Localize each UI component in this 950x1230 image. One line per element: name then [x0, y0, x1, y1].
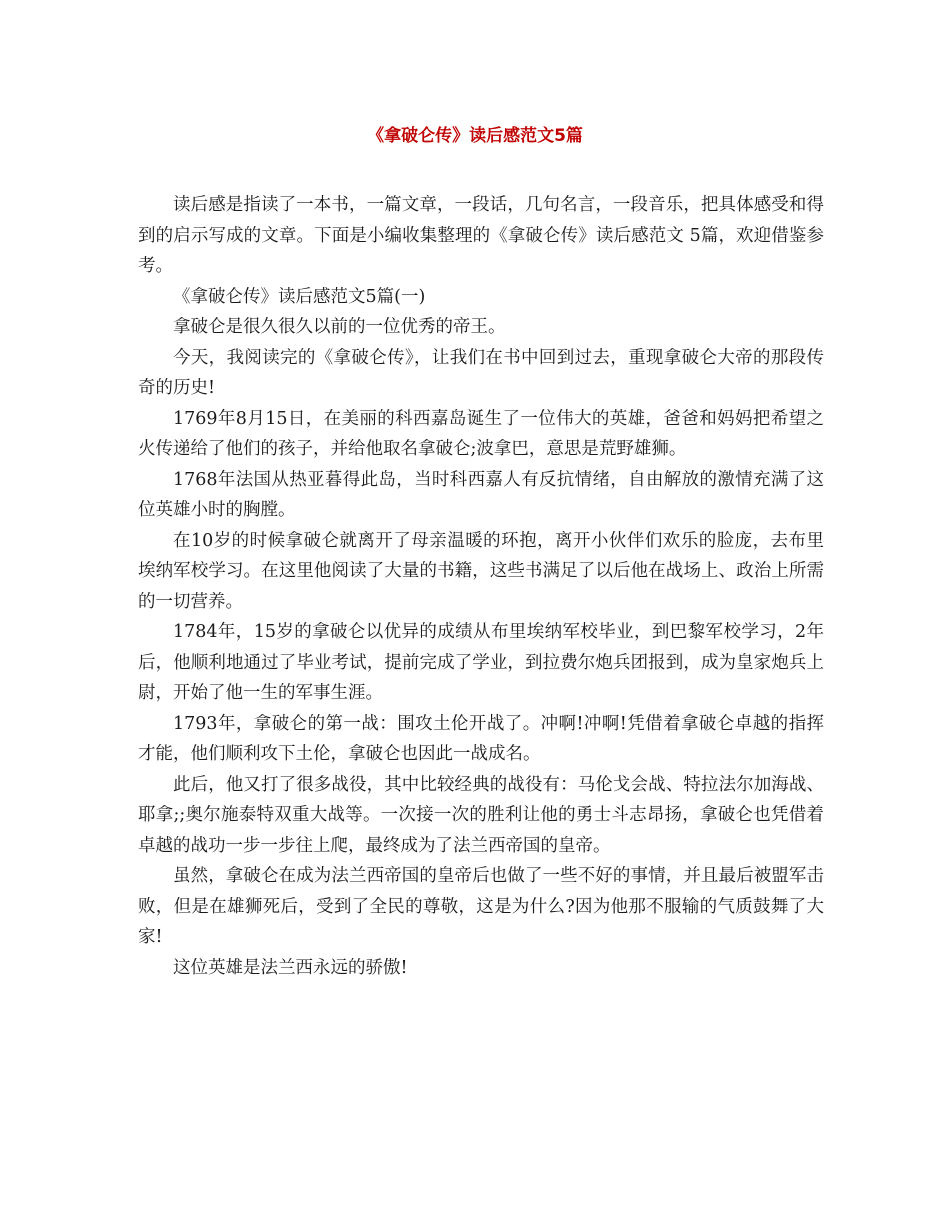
- paragraph: 今天，我阅读完的《拿破仑传》，让我们在书中回到过去，重现拿破仑大帝的那段传奇的历史!: [138, 347, 824, 398]
- paragraph: 此后，他又打了很多战役，其中比较经典的战役有：马伦戈会战、特拉法尔加海战、耶拿;;奥尔施泰特双重大战等。一次接一次的胜利让他的勇士斗志昂扬，拿破仑也凭借着卓越的战功一步一步往上爬，最终成为了法兰西帝国的皇帝。: [138, 774, 824, 856]
- paragraph: 这位英雄是法兰西永远的骄傲!: [173, 957, 408, 978]
- paragraph: 拿破仑是很久很久以前的一位优秀的帝王。: [173, 317, 506, 337]
- document-title: 《拿破仑传》读后感范文5篇: [367, 126, 583, 146]
- paragraph: 1768年法国从热亚暮得此岛，当时科西嘉人有反抗情绪，自由解放的激情充满了这位英雄小时的胸膛。: [138, 469, 824, 520]
- section-heading: 《拿破仑传》读后感范文5篇(一): [173, 286, 426, 307]
- paragraph: 1784年，15岁的拿破仑以优异的成绩从布里埃纳军校毕业，到巴黎军校学习，2年后，他顺利地通过了毕业考试，提前完成了学业，到拉费尔炮兵团报到，成为皇家炮兵上尉，开始了他一生的军事生涯。: [138, 622, 824, 703]
- document-body: [138, 190, 824, 983]
- paragraph-intro: 读后感是指读了一本书，一篇文章，一段话，几句名言，一段音乐，把具体感受和得到的启示写成的文章。下面是小编收集整理的《拿破仑传》读后感范文 5篇，欢迎借鉴参考。: [138, 195, 824, 276]
- paragraph: 在10岁的时候拿破仑就离开了母亲温暖的环抱，离开小伙伴们欢乐的脸庞，去布里埃纳军校学习。在这里他阅读了大量的书籍，这些书满足了以后他在战场上、政治上所需的一切营养。: [138, 530, 824, 612]
- paragraph: 虽然，拿破仑在成为法兰西帝国的皇帝后也做了一些不好的事情，并且最后被盟军击败，但是在雄狮死后，受到了全民的尊敬，这是为什么?因为他那不服输的气质鼓舞了大家!: [138, 866, 824, 947]
- paragraph: 1769年8月15日，在美丽的科西嘉岛诞生了一位伟大的英雄，爸爸和妈妈把希望之火传递给了他们的孩子，并给他取名拿破仑;波拿巴，意思是荒野雄狮。: [138, 408, 824, 459]
- paragraph: 1793年，拿破仑的第一战：围攻土伦开战了。冲啊!冲啊!凭借着拿破仑卓越的指挥才能，他们顺利攻下土伦，拿破仑也因此一战成名。: [138, 713, 824, 764]
